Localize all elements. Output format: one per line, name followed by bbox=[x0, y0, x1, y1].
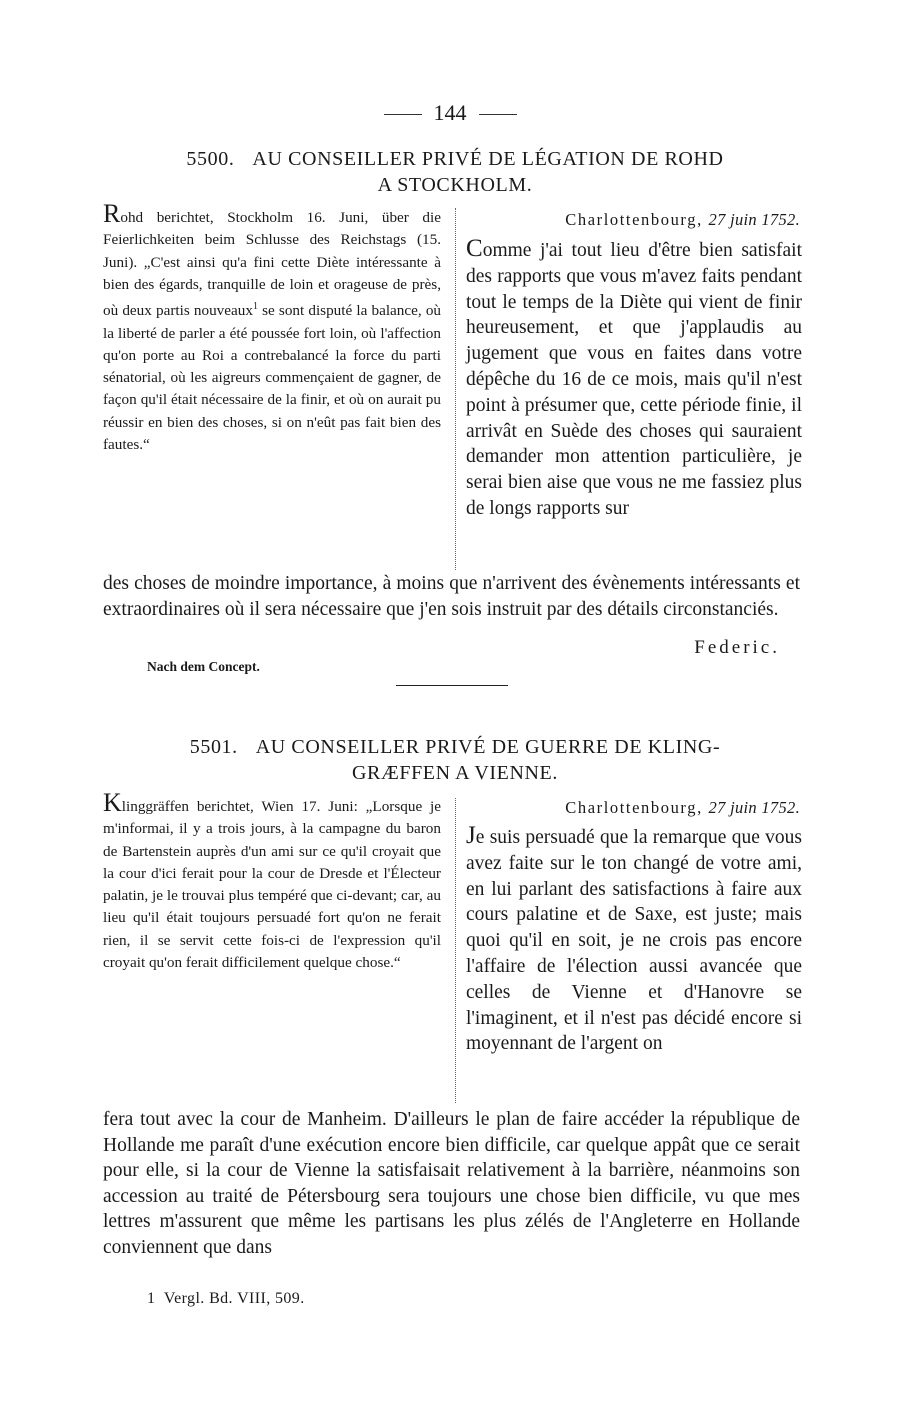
letter-5501-heading-line1 bbox=[110, 734, 800, 760]
letter-5501-summary bbox=[103, 788, 441, 1055]
letter-5500-place: Charlottenbourg, bbox=[565, 210, 703, 229]
footnote-text: Vergl. Bd. VIII, 509. bbox=[163, 1290, 305, 1307]
letter-5501-number: 5501. bbox=[189, 736, 238, 758]
letter-5500-summary-text-cont: se sont disputé la balance, où la liberté de parler a été poussée fort loin, où l'affection qu'on porte au Roi a contrebalancé la force du parti sénatorial, où les aigreurs commençaient de gagner, de façon qu'il était nécessaire de la finir, et où on aurait pu réussir en bien des choses, si on n'eût pas fait bien des fautes.“ bbox=[103, 302, 442, 454]
footnote-reference-mark: 1 bbox=[252, 301, 258, 313]
footnote bbox=[147, 1290, 305, 1308]
letter-5501-summary-text: linggräffen berichtet, Wien 17. Juni: „Lorsque je m'informai, il y a trois jours, à la campagne du baron de Bartenstein auprès d'un ami sur ce qu'il croyait que la cour d'ici ferait pour la cour de Dresde et l'Électeur palatin, je le trouvai plus tempéré que ci-devant; car, au lieu qu'il était toujours persuadé fort qu'on ne ferait rien, il se servit cette fois-ci de l'expression qu'il croyait qu'on ferait difficilement quelque chose.“ bbox=[103, 798, 441, 972]
letter-5501-body-text: e suis persuadé que la remarque que vous avez faite sur le ton changé de votre ami, en lui parlant des satisfactions à faire aux cours palatine et de Saxe, est juste; mais quoi qu'il en soit, je ne crois pas encore l'affaire de l'élection aussi avancée que celles de Vienne et d'Hanovre se l'imaginent, et il n'est pas décidé encore si moyennant de l'argent on bbox=[466, 827, 802, 1055]
letter-5501-date: 27 juin 1752. bbox=[708, 798, 800, 817]
letter-5500-heading-line2: A STOCKHOLM. bbox=[377, 174, 533, 196]
letter-5500-summary-initial: R bbox=[103, 199, 121, 228]
page-number-right-dash bbox=[479, 114, 517, 115]
letter-5501-body bbox=[466, 823, 802, 1057]
letter-5500-heading-line1 bbox=[110, 146, 800, 172]
letter-5501-dateline bbox=[466, 798, 800, 818]
letter-5500-body-continued: des choses de moindre importance, à moins que n'arrivent des évènements intéressants et extraordinaires où il sera nécessaire que j'en sois instruit par des détails circonstanciés. bbox=[103, 573, 800, 620]
footnote-mark: 1 bbox=[147, 1290, 156, 1307]
letter-5500-body bbox=[466, 236, 802, 522]
letter-5500-summary-text: ohd berichtet, Stockholm 16. Juni, über die Feierlichkeiten beim Schlusse des Reichstags (15. Juni). „C'est ainsi qu'a fini cette Diète intéressante à bien des égards, tranquille de loin et orageuse de près, où deux partis nouveaux bbox=[103, 209, 441, 320]
page-number bbox=[0, 100, 900, 126]
letter-5501-summary-initial: K bbox=[103, 788, 122, 817]
page-number-text: 144 bbox=[433, 100, 467, 125]
letter-5500-date: 27 juin 1752. bbox=[708, 210, 800, 229]
letter-5501-heading bbox=[110, 734, 800, 786]
letter-5500-dateline bbox=[466, 210, 800, 230]
letter-5500-source-note: Nach dem Concept. bbox=[147, 659, 260, 674]
page-number-left-dash bbox=[384, 114, 422, 115]
letter-5500-number: 5500. bbox=[186, 148, 235, 170]
letter-5501-heading-line2: GRÆFFEN A VIENNE. bbox=[352, 762, 558, 784]
letter-5500-body-initial: C bbox=[466, 235, 483, 262]
letter-5501-body-continued: fera tout avec la cour de Manheim. D'ailleurs le plan de faire accéder la république de Hollande me paraît d'une exécution encore bien difficile, car quelque appât que ce serait pour elle, si la cour de Vienne la satisfaisait relativement à la barrière, néanmoins son accession au traité de Pétersbourg sera toujours une chose bien difficile, vu que mes lettres m'assurent que même les partisans les plus zélés de l'Angleterre en Hollande conviennent que dans bbox=[103, 1109, 800, 1258]
letter-5500-signature: Federic. bbox=[694, 637, 780, 658]
letter-5500-column-divider bbox=[455, 208, 456, 570]
letter-5500-summary bbox=[103, 199, 442, 506]
letter-5501-body-initial: J bbox=[466, 822, 476, 849]
letter-5500-heading bbox=[110, 146, 800, 198]
letter-5501-column-divider bbox=[455, 798, 456, 1103]
letter-5500-heading-text: AU CONSEILLER PRIVÉ DE LÉGATION DE ROHD bbox=[252, 148, 724, 170]
letter-5501-heading-text: AU CONSEILLER PRIVÉ DE GUERRE DE KLING- bbox=[255, 736, 721, 758]
section-separator-rule bbox=[396, 685, 508, 686]
letter-5500-body-text: omme j'ai tout lieu d'être bien satisfait des rapports que vous m'avez faits pendant tout le temps de la Diète qui vient de finir heureusement, et que j'applaudis au jugement que vous en faites dans votre dépêche du 16 de ce mois, mais qu'il n'est point à présumer que, cette période finie, il arrivât en Suède des choses qui sauraient demander mon attention particulière, je serai bien aise que vous ne me fassiez plus de longs rapports sur bbox=[466, 240, 802, 519]
letter-5501-place: Charlottenbourg, bbox=[565, 798, 703, 817]
